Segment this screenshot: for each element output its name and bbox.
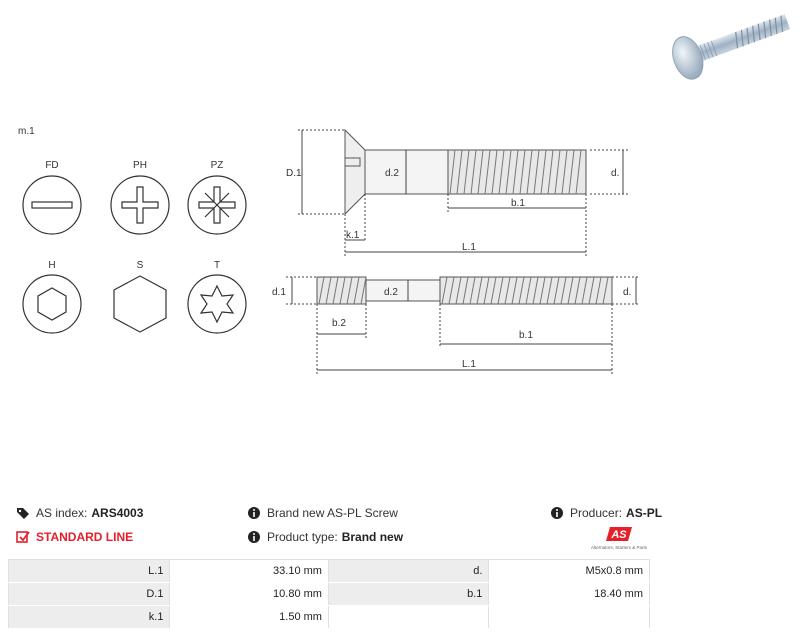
dim-b1: b.1 — [511, 198, 525, 209]
producer-row — [550, 506, 662, 520]
flat-slot-icon — [23, 176, 81, 234]
head-type-label-h: H — [48, 260, 56, 271]
spec-value: 1.50 mm — [170, 606, 329, 629]
head-type-label-ph: PH — [133, 160, 147, 171]
phillips-icon — [111, 176, 169, 234]
spec-value — [489, 606, 650, 629]
dim2-b2: b.2 — [332, 318, 346, 329]
hex-socket-icon — [23, 275, 81, 333]
spec-table — [8, 559, 650, 629]
product-type-value: Brand new — [341, 530, 404, 544]
brand-row — [247, 506, 398, 520]
dim2-d2: d.2 — [384, 287, 398, 298]
head-type-label-pz: PZ — [210, 160, 224, 171]
spec-key: L.1 — [9, 560, 170, 583]
torx-icon — [188, 275, 246, 333]
spec-value: 33.10 mm — [170, 560, 329, 583]
product-type-label: Product type: — [267, 530, 338, 544]
table-row — [9, 583, 650, 606]
spec-key: k.1 — [9, 606, 170, 629]
product-type-row — [247, 530, 403, 544]
spec-key: b.1 — [328, 583, 488, 606]
as-pl-logo — [586, 525, 652, 553]
info-icon — [247, 506, 261, 520]
head-type-label-fd: FD — [45, 160, 59, 171]
logo-tagline: Alternators, Starters & Parts — [590, 545, 648, 550]
standard-line-label: STANDARD LINE — [36, 530, 134, 544]
info-icon — [247, 530, 261, 544]
dim2-L1: L.1 — [462, 359, 476, 370]
producer-value: AS-PL — [626, 506, 663, 520]
dim-d: d. — [611, 168, 620, 179]
technical-drawing — [0, 110, 660, 390]
dim2-d: d. — [623, 287, 632, 298]
spec-value: 10.80 mm — [170, 583, 329, 606]
brand-text: Brand new AS-PL Screw — [267, 506, 398, 520]
dim-D1: D.1 — [286, 168, 302, 179]
standard-line-row — [16, 530, 133, 544]
info-icon — [550, 506, 564, 520]
producer-label: Producer: — [570, 506, 623, 520]
dim2-d1: d.1 — [272, 287, 286, 298]
dim-d2: d.2 — [385, 168, 399, 179]
spec-key: D.1 — [9, 583, 170, 606]
logo-text: AS — [611, 529, 627, 541]
spec-key — [328, 606, 488, 629]
dim2-b1: b.1 — [519, 330, 533, 341]
product-photo — [662, 0, 800, 84]
dim-L1: L.1 — [462, 242, 476, 253]
dim-k1: k.1 — [346, 230, 360, 241]
table-row — [9, 560, 650, 583]
spec-value: M5x0.8 mm — [489, 560, 650, 583]
table-row — [9, 606, 650, 629]
checkbox-check-icon — [16, 530, 30, 544]
spec-key: d. — [328, 560, 488, 583]
spec-value: 18.40 mm — [489, 583, 650, 606]
tags-icon — [16, 506, 30, 520]
as-index-label: AS index: — [36, 506, 88, 520]
hex-head-icon — [114, 276, 166, 332]
head-type-label-t: T — [213, 260, 221, 271]
pozidriv-icon — [188, 176, 246, 234]
head-type-label-s: S — [136, 260, 144, 271]
as-index-value: ARS4003 — [91, 506, 144, 520]
as-index-row — [16, 506, 143, 520]
drawing-mark: m.1 — [18, 126, 35, 137]
